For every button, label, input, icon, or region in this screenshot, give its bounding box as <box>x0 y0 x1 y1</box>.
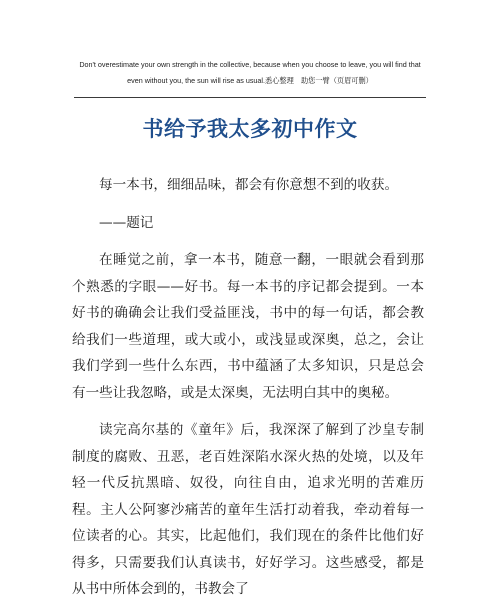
header-line-2: even without you, the sun will rise as usual.悉心整理 助您一臂（页眉可删） <box>127 76 373 85</box>
paragraph-intro: 每一本书，细细品味，都会有你意想不到的收获。 <box>99 177 399 193</box>
document-title: 书给予我太多初中作文 <box>142 117 358 141</box>
page-header <box>60 57 440 89</box>
document-body <box>72 172 424 614</box>
paragraph-body-2: 读完高尔基的《童年》后，我深深了解到了沙皇专制制度的腐败、丑恶，老百姓深陷水深火热的处境，以及年轻一代反抗黑暗、奴役，向往自由，追求光明的苦难历程。主人公阿寥沙痛苦的童年生活打动着我，牵动着每一位读者的心。其实，比起他们，我们现在的条件比他们好得多，只需要我们认真读书，好好学习。这些感受，都是从书中所体会到的，书教会了 <box>72 422 424 597</box>
paragraph-body-1: 在睡觉之前，拿一本书，随意一翻，一眼就会看到那个熟悉的字眼——好书。每一本书的序记都会提到。一本好书的确确会让我们受益匪浅，书中的每一句话，都会教给我们一些道理，或大或小，或浅显或深奥，总之，会让我们学到一些什么东西，书中蕴涵了太多知识，只是总会有一些让我忽略，或是太深奥，无法明白其中的奥秘。 <box>72 252 424 401</box>
header-divider <box>74 97 426 98</box>
header-line-1: Don't overestimate your own strength in the collective, because when you choose to leave, you will find that <box>79 60 421 69</box>
paragraph-epigraph: ——题记 <box>99 214 154 231</box>
